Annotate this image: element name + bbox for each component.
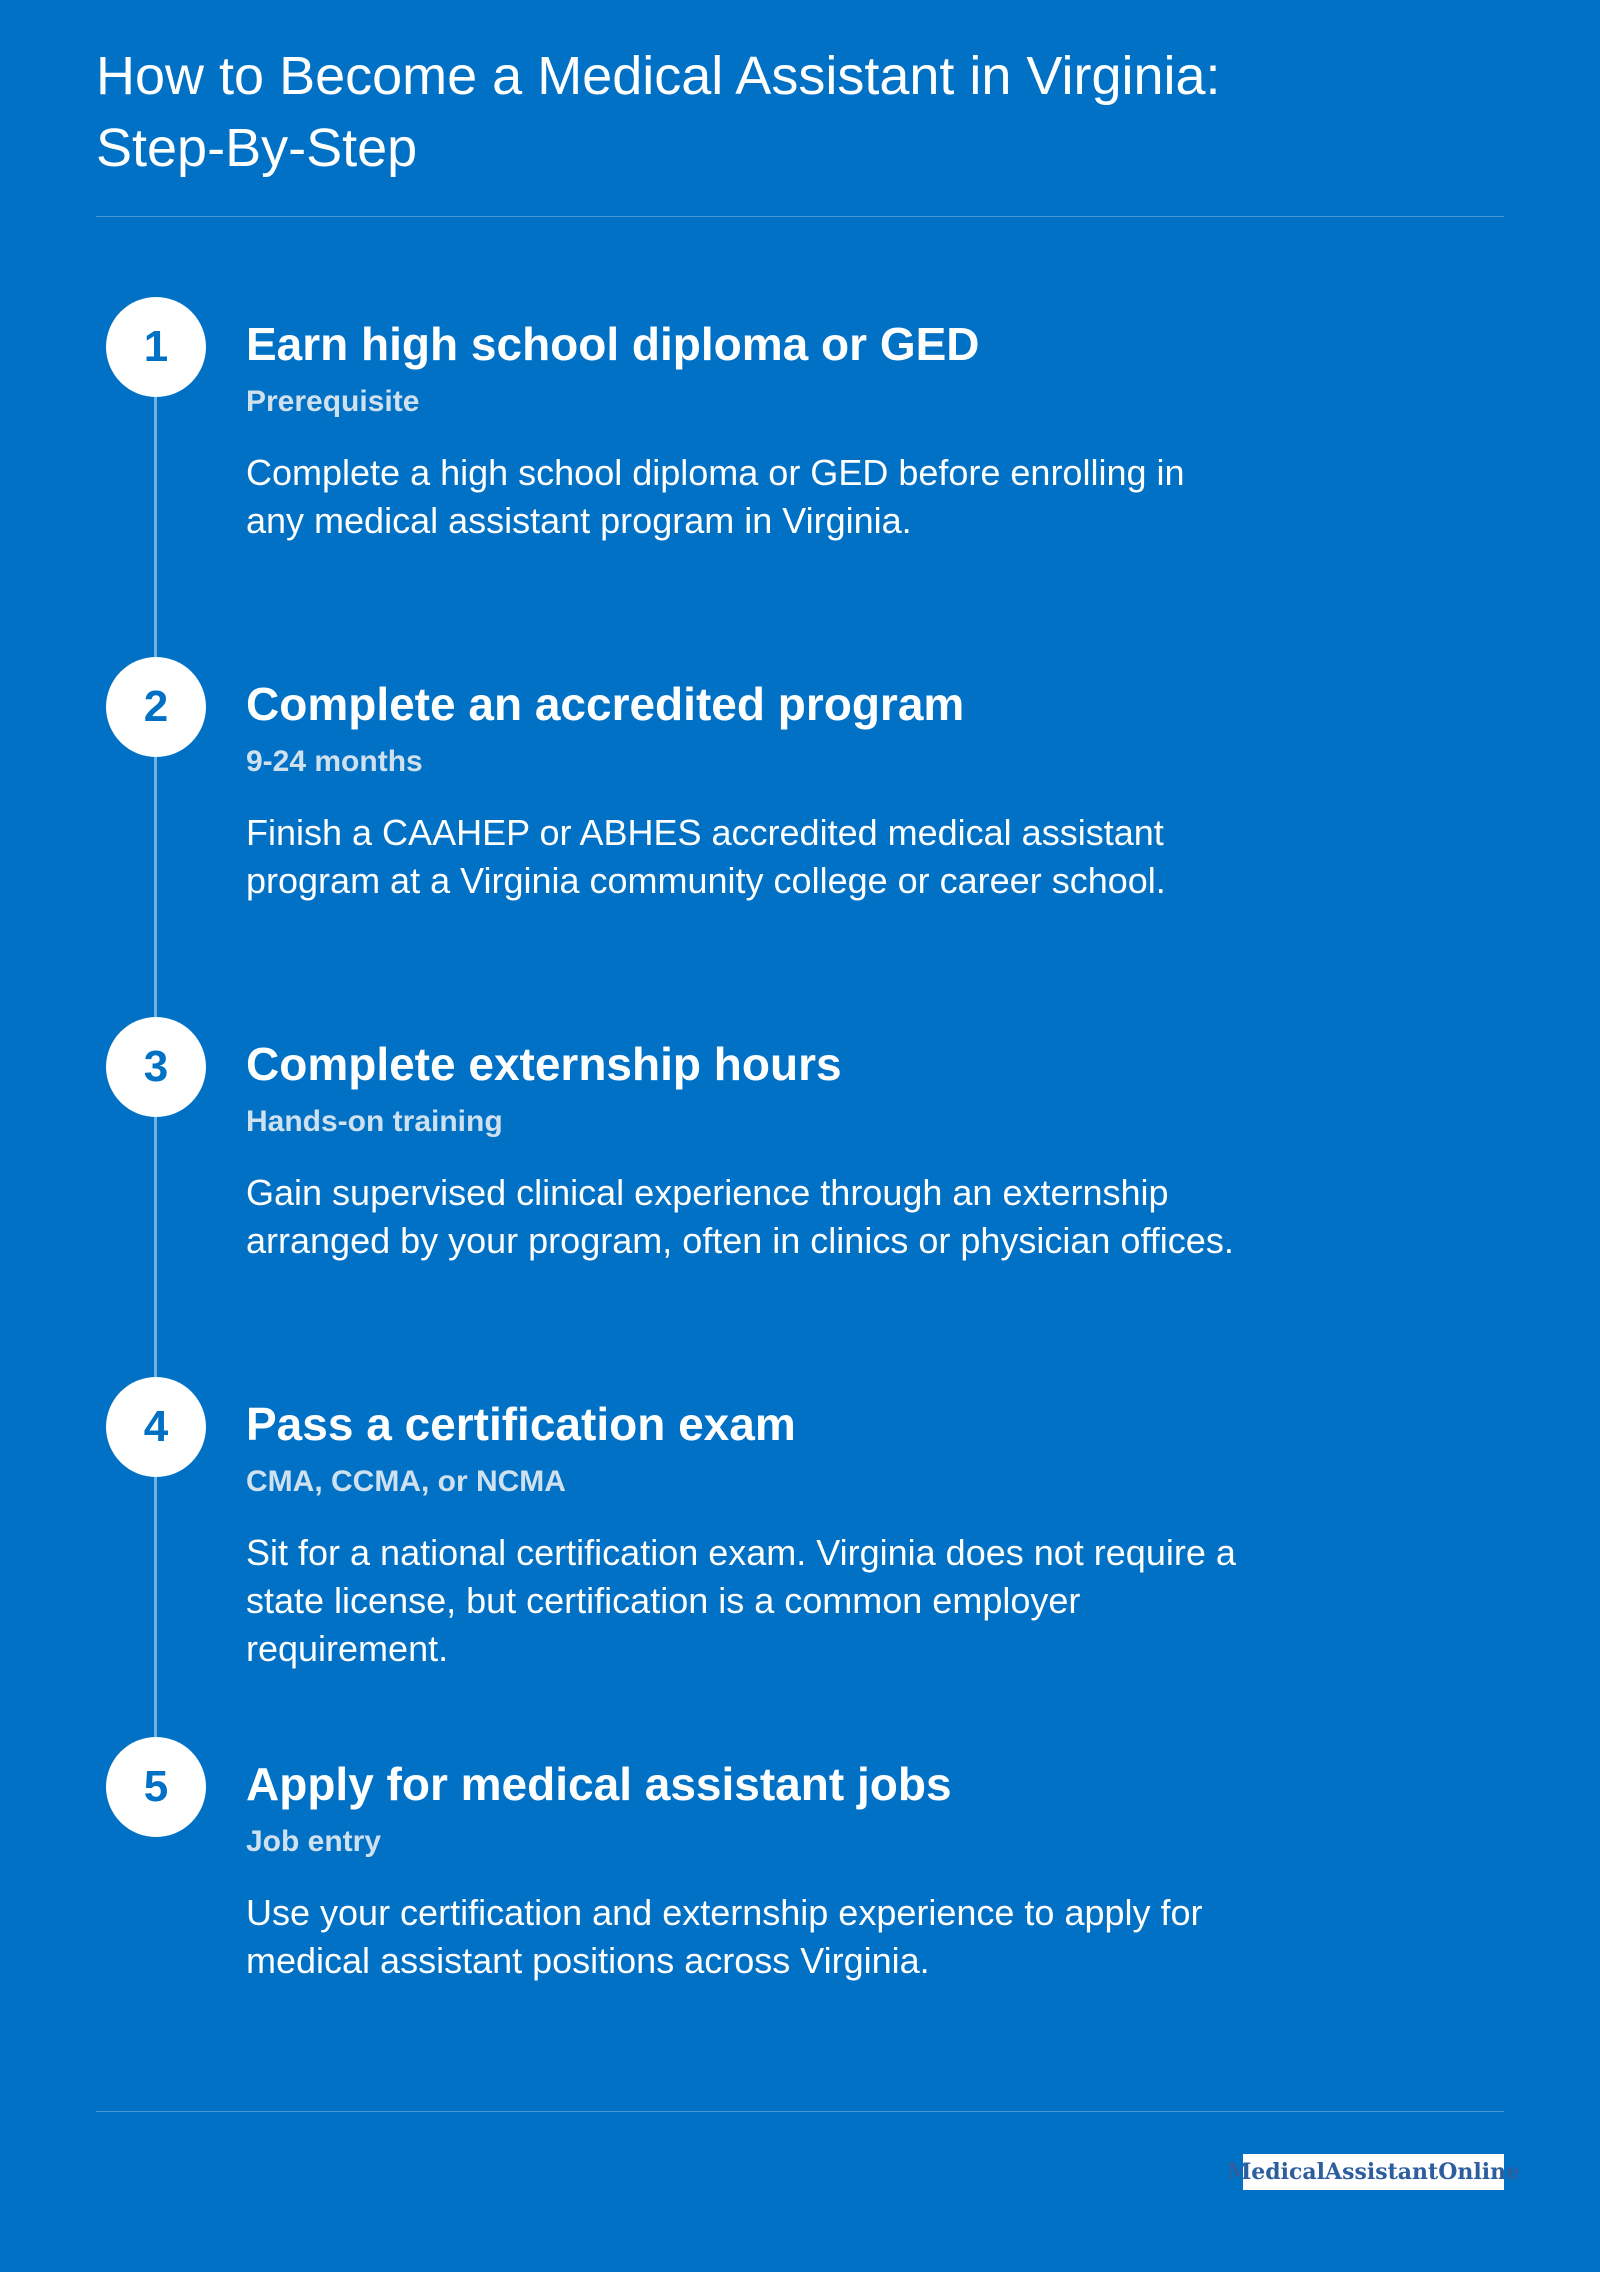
step-tag: CMA, CCMA, or NCMA (246, 1465, 566, 1498)
header-divider (96, 216, 1504, 217)
medical-assistant-online-logo[interactable]: MedicalAssistantOnline (1243, 2154, 1504, 2190)
step-content (246, 315, 1266, 545)
footer-divider (96, 2111, 1504, 2112)
step-content (246, 675, 1266, 905)
step-number-badge: 2 (106, 657, 206, 757)
step-title: Earn high school diploma or GED (246, 318, 980, 370)
step-content (246, 1035, 1266, 1265)
step-tag: 9-24 months (246, 745, 423, 778)
step-number-badge: 3 (106, 1017, 206, 1117)
step-tag: Prerequisite (246, 385, 420, 418)
step-title: Pass a certification exam (246, 1398, 796, 1450)
step-content (246, 1395, 1266, 1673)
page-title-line-2: Step-By-Step (96, 118, 418, 178)
step-title: Complete an accredited program (246, 678, 965, 730)
step-number-badge: 1 (106, 297, 206, 397)
step-number-badge: 5 (106, 1737, 206, 1837)
step-4 (0, 1377, 1600, 1677)
step-tag: Hands-on training (246, 1105, 503, 1138)
step-description: Use your certification and externship experience to apply for medical assistant positions across Virginia. (246, 1892, 1203, 1981)
step-title: Complete externship hours (246, 1038, 842, 1090)
page-title (96, 40, 1396, 184)
page-title-line-1: How to Become a Medical Assistant in Virginia: (96, 46, 1221, 106)
step-content (246, 1755, 1266, 1985)
step-5 (0, 1737, 1600, 2037)
step-description: Complete a high school diploma or GED before enrolling in any medical assistant program in Virginia. (246, 452, 1185, 541)
step-description: Sit for a national certification exam. Virginia does not require a state license, but certification is a common employer requirement. (246, 1532, 1236, 1669)
step-number-badge: 4 (106, 1377, 206, 1477)
step-description: Finish a CAAHEP or ABHES accredited medical assistant program at a Virginia community college or career school. (246, 812, 1166, 901)
step-2 (0, 657, 1600, 957)
step-description: Gain supervised clinical experience through an externship arranged by your program, often in clinics or physician offices. (246, 1172, 1234, 1261)
step-tag: Job entry (246, 1825, 382, 1858)
step-3 (0, 1017, 1600, 1317)
step-1 (0, 297, 1600, 597)
step-title: Apply for medical assistant jobs (246, 1758, 952, 1810)
